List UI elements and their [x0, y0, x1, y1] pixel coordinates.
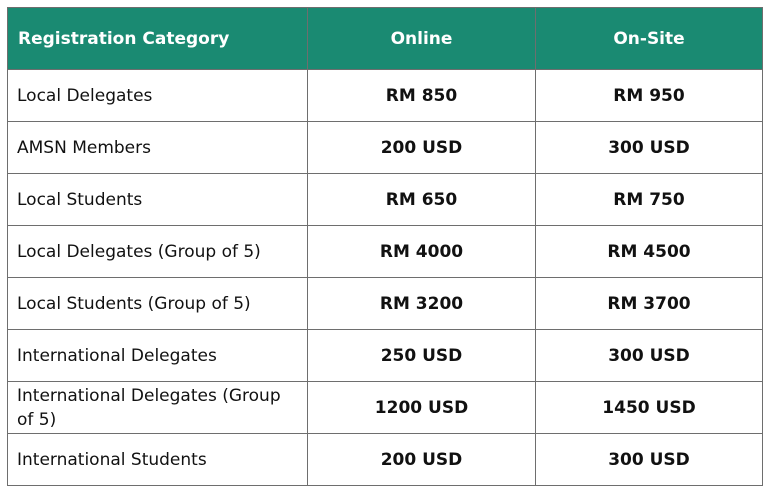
- category-cell: Local Students: [8, 174, 308, 226]
- onsite-price-cell: 300 USD: [536, 330, 763, 382]
- header-registration-category: Registration Category: [8, 8, 308, 70]
- table-row: [8, 382, 763, 434]
- category-cell: International Delegates (Group of 5): [8, 382, 308, 434]
- table-row: [8, 70, 763, 122]
- table-row: [8, 174, 763, 226]
- category-cell: International Students: [8, 434, 308, 486]
- onsite-price-cell: RM 750: [536, 174, 763, 226]
- online-price-cell: RM 3200: [308, 278, 536, 330]
- onsite-price-cell: RM 950: [536, 70, 763, 122]
- onsite-price-cell: RM 4500: [536, 226, 763, 278]
- table-row: [8, 330, 763, 382]
- onsite-price-cell: 1450 USD: [536, 382, 763, 434]
- onsite-price-cell: 300 USD: [536, 122, 763, 174]
- online-price-cell: RM 650: [308, 174, 536, 226]
- online-price-cell: 200 USD: [308, 122, 536, 174]
- onsite-price-cell: RM 3700: [536, 278, 763, 330]
- registration-fee-table-container: [7, 7, 762, 486]
- table-row: [8, 278, 763, 330]
- table-row: [8, 226, 763, 278]
- category-cell: AMSN Members: [8, 122, 308, 174]
- header-onsite: On-Site: [536, 8, 763, 70]
- onsite-price-cell: 300 USD: [536, 434, 763, 486]
- table-row: [8, 434, 763, 486]
- category-cell: Local Students (Group of 5): [8, 278, 308, 330]
- header-online: Online: [308, 8, 536, 70]
- online-price-cell: 250 USD: [308, 330, 536, 382]
- registration-fee-table: [7, 7, 763, 486]
- category-cell: Local Delegates: [8, 70, 308, 122]
- category-cell: Local Delegates (Group of 5): [8, 226, 308, 278]
- online-price-cell: 200 USD: [308, 434, 536, 486]
- online-price-cell: RM 4000: [308, 226, 536, 278]
- category-cell: International Delegates: [8, 330, 308, 382]
- online-price-cell: RM 850: [308, 70, 536, 122]
- online-price-cell: 1200 USD: [308, 382, 536, 434]
- table-header-row: [8, 8, 763, 70]
- table-row: [8, 122, 763, 174]
